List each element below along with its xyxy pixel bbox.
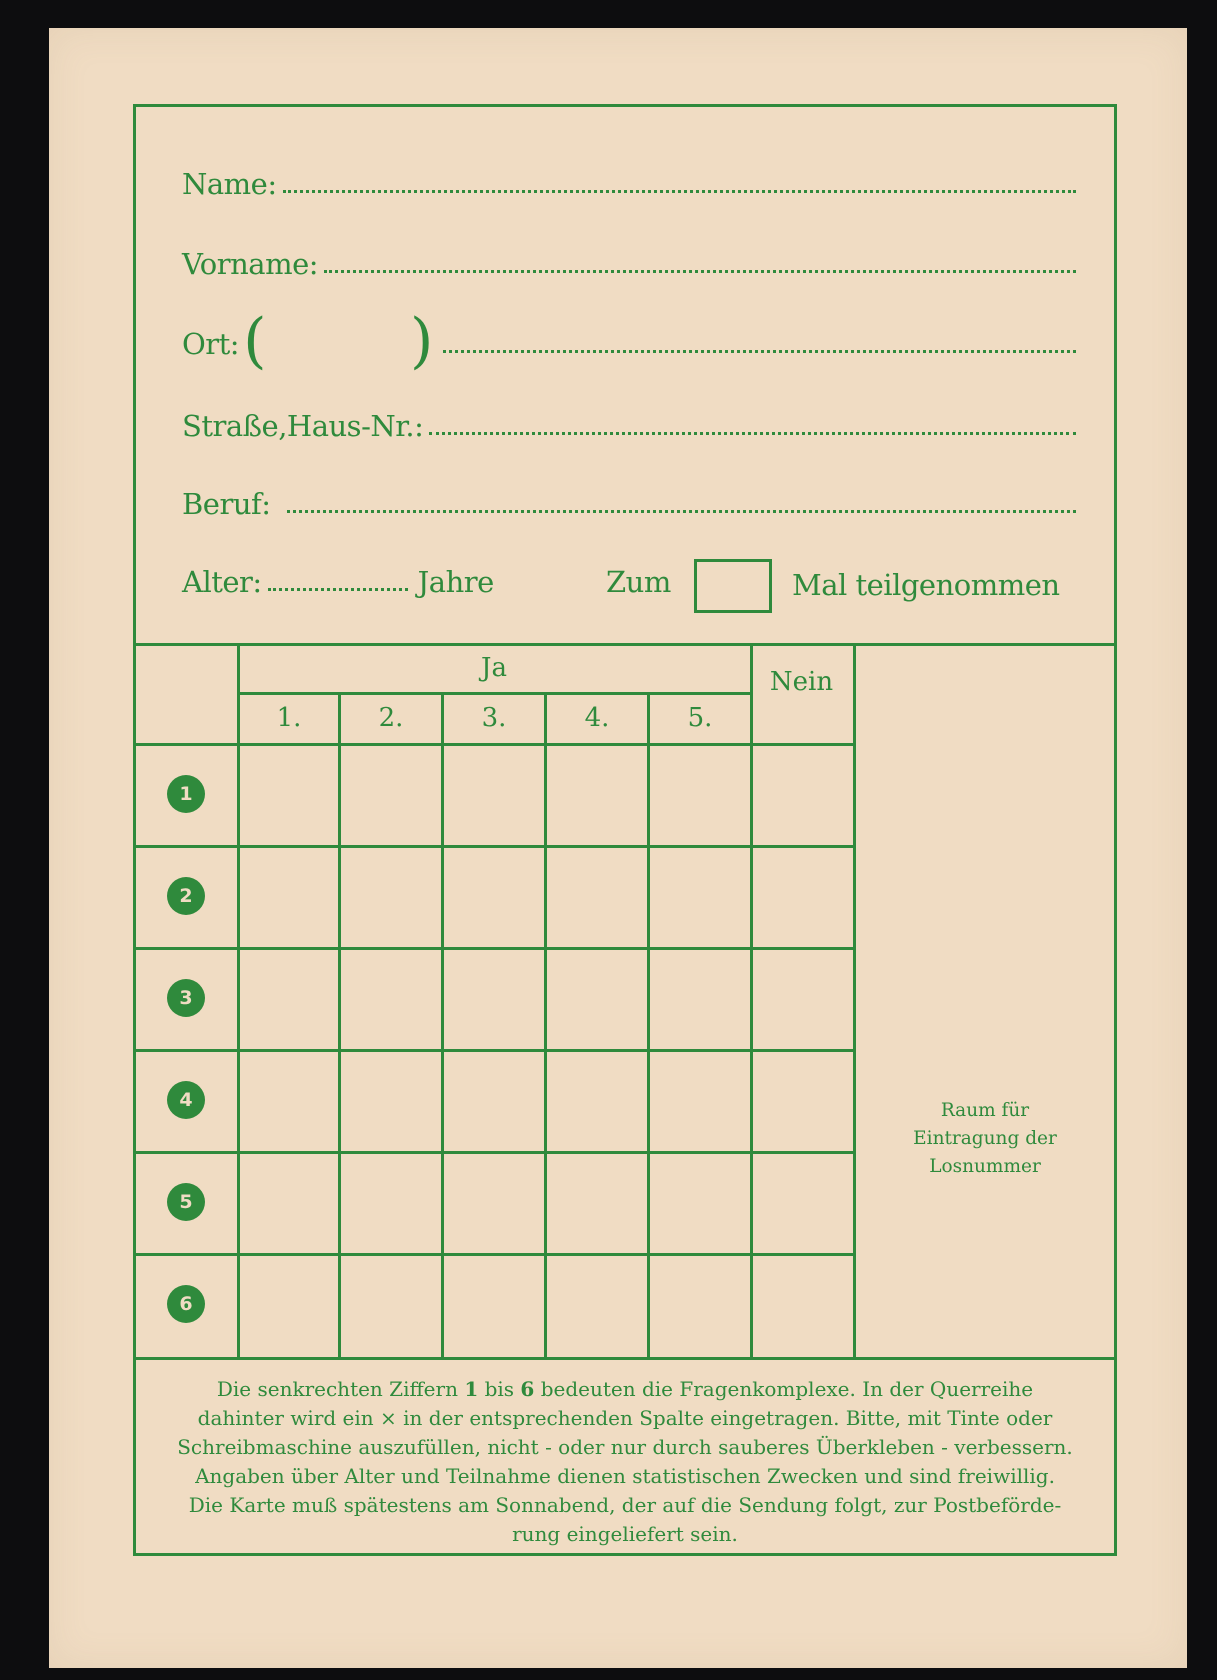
row-number-2: 2 xyxy=(167,877,205,915)
row-number-6: 6 xyxy=(167,1285,205,1323)
zum-label-wrap xyxy=(606,559,676,599)
row-number-5: 5 xyxy=(167,1183,205,1221)
instructions-line-1 xyxy=(174,1375,1076,1404)
vorname-dotted-line[interactable] xyxy=(324,270,1076,273)
row-line-3 xyxy=(136,1049,856,1052)
losnummer-note-line-3: Losnummer xyxy=(929,1156,1041,1178)
name-dotted-line[interactable] xyxy=(283,190,1076,193)
instructions-digit-6: 6 xyxy=(520,1377,535,1401)
row-number-3: 3 xyxy=(167,979,205,1017)
instructions-line-1-pre: Die senkrechten Ziffern xyxy=(216,1377,465,1401)
column-header-5: 5. xyxy=(687,703,713,733)
zum-label: Zum xyxy=(606,565,671,599)
row-line-1 xyxy=(136,845,856,848)
table-header-bottom xyxy=(136,743,856,746)
row-number-1: 1 xyxy=(167,775,205,813)
instructions-line-4: Angaben über Alter und Teilnahme dienen statistischen Zwecken und sind freiwillig. xyxy=(195,1464,1055,1488)
alter-dotted-line[interactable] xyxy=(268,588,408,591)
instructions-line-6: rung eingeliefert sein. xyxy=(512,1522,738,1546)
beruf-field[interactable] xyxy=(182,481,1076,521)
instructions-digit-1: 1 xyxy=(464,1377,479,1401)
instructions-text xyxy=(136,1375,1114,1549)
row-line-2 xyxy=(136,947,856,950)
ort-paren-close: ) xyxy=(409,306,433,376)
losnummer-note-line-2: Eintragung der xyxy=(913,1128,1057,1150)
vorname-label: Vorname: xyxy=(182,247,319,281)
instructions-line-3: Schreibmaschine auszufüllen, nicht - oder nur durch sauberes Überkleben - verbessern. xyxy=(177,1435,1073,1459)
column-header-3: 3. xyxy=(481,703,507,733)
participation-count-box[interactable] xyxy=(694,559,772,613)
ort-field[interactable] xyxy=(182,306,1076,376)
name-label: Name: xyxy=(182,167,277,201)
col-divider-4 xyxy=(647,692,650,1360)
strasse-dotted-line[interactable] xyxy=(429,432,1076,435)
postcard xyxy=(49,28,1187,1668)
vorname-field[interactable] xyxy=(182,241,1076,281)
row-line-4 xyxy=(136,1151,856,1154)
mal-teilgenommen-label: Mal teilgenommen xyxy=(792,568,1060,602)
instructions-line-1-post: bedeuten die Fragenkomplexe. In der Querreihe xyxy=(534,1377,1034,1401)
alter-field[interactable] xyxy=(182,559,502,599)
ort-paren-open: ( xyxy=(243,306,266,376)
jahre-label: Jahre xyxy=(417,565,494,599)
column-header-2: 2. xyxy=(378,703,404,733)
row-line-5 xyxy=(136,1253,856,1256)
header-divider xyxy=(136,643,1114,646)
ja-subheader-line xyxy=(237,692,751,695)
column-header-4: 4. xyxy=(584,703,610,733)
ort-label: Ort: xyxy=(182,327,240,361)
instructions-line-1-mid: bis xyxy=(478,1377,521,1401)
form-frame xyxy=(133,104,1117,1556)
name-field[interactable] xyxy=(182,161,1076,201)
row-number-4: 4 xyxy=(167,1081,205,1119)
nein-header: Nein xyxy=(769,667,834,697)
column-header-1: 1. xyxy=(276,703,302,733)
beruf-label: Beruf: xyxy=(182,487,271,521)
beruf-dotted-line[interactable] xyxy=(287,510,1076,513)
instructions-line-5: Die Karte muß spätestens am Sonnabend, der auf die Sendung folgt, zur Postbeförde- xyxy=(188,1493,1062,1517)
col-divider-3 xyxy=(544,692,547,1360)
instructions-line-2: dahinter wird ein × in der entsprechenden Spalte eingetragen. Bitte, mit Tinte oder xyxy=(197,1406,1053,1430)
ort-dotted-line[interactable] xyxy=(443,350,1076,353)
col-divider-2 xyxy=(441,692,444,1360)
footer-divider xyxy=(136,1357,1114,1360)
col-divider-1 xyxy=(338,692,341,1360)
strasse-field[interactable] xyxy=(182,403,1076,443)
losnummer-note-line-1: Raum für xyxy=(940,1100,1030,1121)
alter-label: Alter: xyxy=(182,565,262,599)
losnummer-note xyxy=(856,1097,1114,1181)
mal-label-wrap xyxy=(792,562,1072,602)
strasse-label: Straße,Haus-Nr.: xyxy=(182,409,424,443)
ja-header: Ja xyxy=(481,653,507,683)
